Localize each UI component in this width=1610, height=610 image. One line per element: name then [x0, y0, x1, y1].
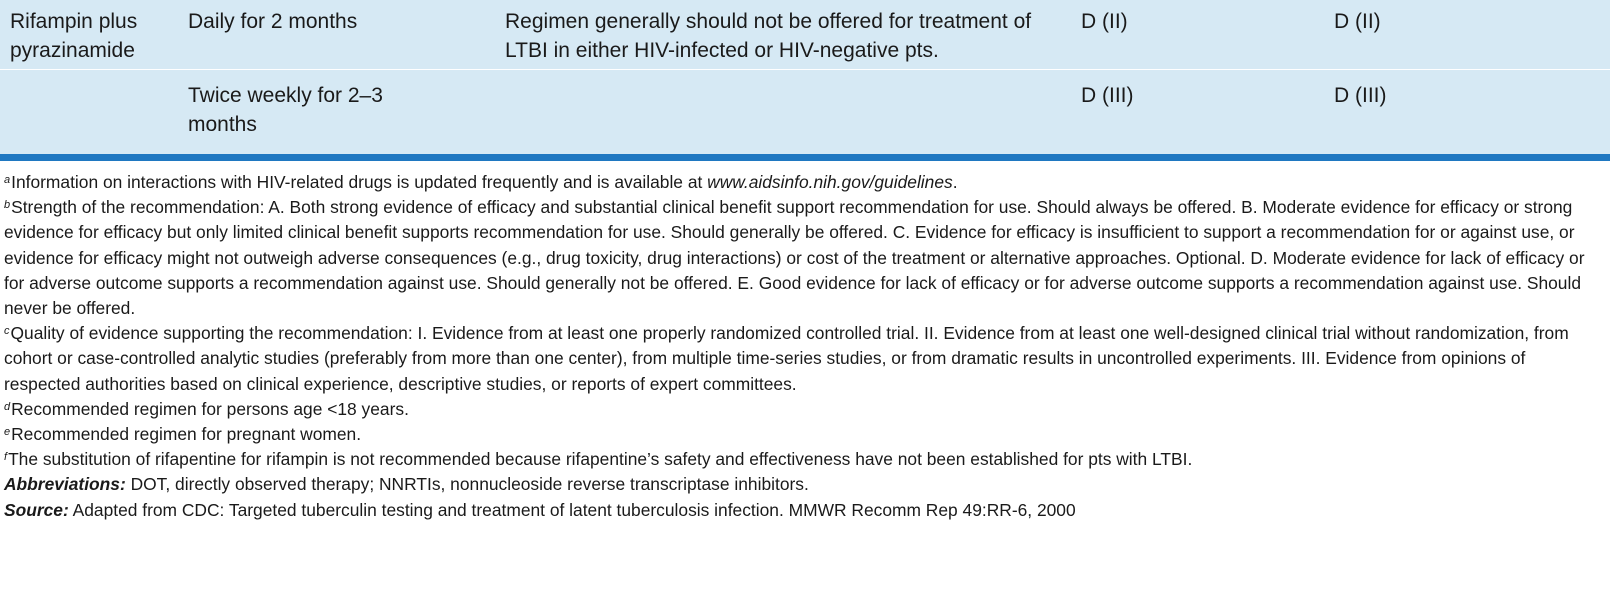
footnote-a	[4, 170, 1604, 195]
footnote-c	[4, 321, 1604, 397]
row-divider	[0, 69, 1610, 70]
footnotes	[4, 170, 1604, 523]
source-note	[4, 498, 1604, 523]
source-text: Adapted from CDC: Targeted tuberculin testing and treatment of latent tuberculosis infection. MMWR Recomm Rep 49:RR-6, 2000	[68, 499, 1076, 520]
rating-cell-hiv-infected: D (II)	[1334, 10, 1381, 33]
rating-cell-hiv-infected: D (III)	[1334, 84, 1387, 107]
abbreviations-label: Abbreviations:	[4, 474, 126, 495]
footnote-marker: e	[4, 426, 11, 439]
regimen-table	[0, 0, 1610, 158]
abbreviations-text: DOT, directly observed therapy; NNRTIs, nonnucleoside reverse transcriptase inhibitors.	[125, 474, 809, 495]
table-bottom-rule	[0, 154, 1610, 161]
footnote-text: Information on interactions with HIV-related drugs is updated frequently and is available at	[11, 172, 708, 192]
footnote-marker: c	[4, 325, 10, 338]
table-row	[0, 71, 1610, 154]
table-row	[0, 0, 1610, 70]
guidelines-link[interactable]: www.aidsinfo.nih.gov/guidelines	[707, 172, 953, 192]
footnote-text: Recommended regimen for pregnant women.	[11, 424, 362, 445]
rating-cell-hiv-negative: D (II)	[1081, 10, 1128, 33]
interval-cell: Twice weekly for 2–3 months	[188, 84, 383, 136]
source-label: Source:	[4, 499, 69, 520]
interval-cell: Daily for 2 months	[188, 10, 358, 33]
footnote-f	[4, 447, 1604, 472]
footnote-text: Recommended regimen for persons age <18 years.	[11, 398, 409, 419]
drug-cell: Rifampin plus pyrazinamide	[10, 10, 138, 62]
abbreviations-note	[4, 472, 1604, 497]
footnote-b	[4, 195, 1604, 321]
footnote-marker: b	[4, 199, 11, 212]
footnote-end: .	[952, 172, 958, 192]
footnote-marker: a	[4, 174, 11, 186]
rating-cell-hiv-negative: D (III)	[1081, 84, 1134, 107]
footnote-marker: f	[4, 451, 8, 464]
footnote-text: Quality of evidence supporting the recommendation: I. Evidence from at least one properly randomized controlled trial. II. Evidence from at least one well-designed clinical trial without randomization, from cohort or case-controlled analytic studies (preferably from more than one center), from multiple time-series studies, or from dramatic results in uncontrolled experiments. III. Evidence from opinions of respected authorities based on clinical experience, descriptive studies, or reports of expert committees.	[4, 323, 1569, 394]
comment-cell: Regimen generally should not be offered for treatment of LTBI in either HIV-infected or HIV-negative pts.	[505, 10, 1032, 62]
footnote-e	[4, 422, 1604, 447]
footnote-text: Strength of the recommendation: A. Both strong evidence of efficacy and substantial clinical benefit support recommendation for use. Should always be offered. B. Moderate evidence for efficacy or strong evidence for efficacy but only limited clinical benefit supports recommendation for use. Should generally be offered. C. Evidence for efficacy is insufficient to support a recommendation for or against use, or evidence for efficacy might not outweigh adverse consequences (e.g., drug toxicity, drug interactions) or cost of the treatment or alternative approaches. Optional. D. Moderate evidence for lack of efficacy or for adverse outcome supports a recommendation against use. Should generally not be offered. E. Good evidence for lack of efficacy or for adverse outcome supports a recommendation against use. Should never be offered.	[4, 197, 1585, 319]
footnote-text: The substitution of rifapentine for rifampin is not recommended because rifapentine’s safety and effectiveness have not been established for pts with LTBI.	[8, 449, 1193, 470]
footnote-marker: d	[4, 400, 11, 413]
footnote-d	[4, 397, 1604, 422]
